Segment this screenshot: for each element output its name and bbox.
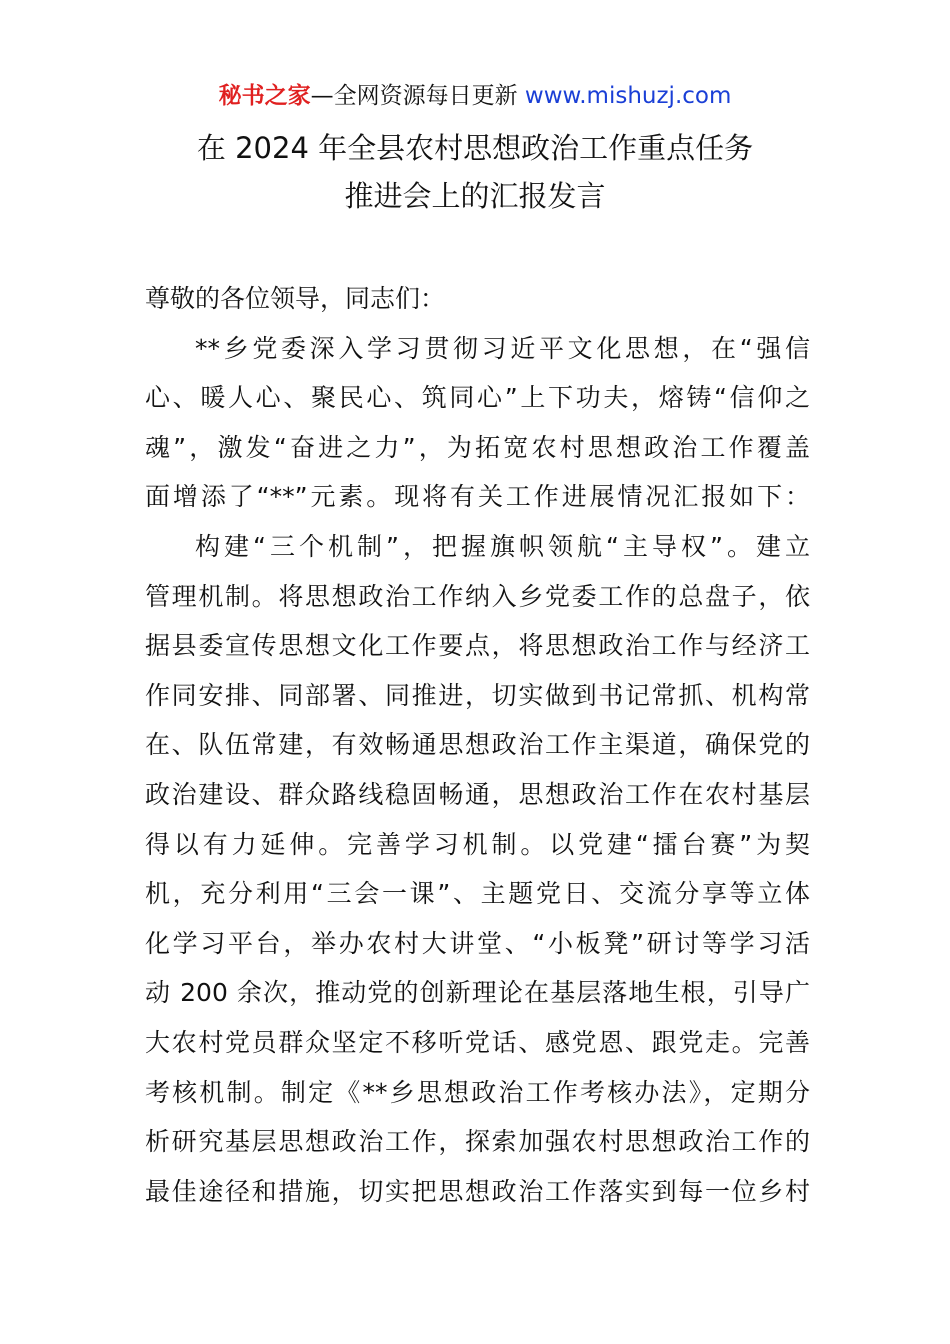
body-line: 面增添了“**”元素。现将有关工作进展情况汇报如下： [145,482,810,512]
body-line: 机，充分利用“三会一课”、主题党日、交流分享等立体 [145,879,810,909]
site-url-link[interactable]: www.mishuzj.com [524,83,732,109]
body-line: 管理机制。将思想政治工作纳入乡党委工作的总盘子，依 [145,581,810,611]
body-line: 化学习平台，举办农村大讲堂、“小板凳”研讨等学习活 [145,928,810,958]
salutation: 尊敬的各位领导，同志们： [145,284,446,313]
title-line-2: 推进会上的汇报发言 [344,179,606,213]
body-line: 构建“三个机制”，把握旗帜领航“主导权”。建立 [195,531,810,561]
body-line: 心、暖人心、聚民心、筑同心”上下功夫，熔铸“信仰之 [145,383,810,413]
body-line: 政治建设、群众路线稳固畅通，思想政治工作在农村基层 [145,779,810,809]
body-line: 析研究基层思想政治工作，探索加强农村思想政治工作的 [145,1127,810,1157]
body-line: 大农村党员群众坚定不移听党话、感党恩、跟党走。完善 [145,1027,810,1057]
title-line-1: 在 2024 年全县农村思想政治工作重点任务 [196,131,754,165]
body-line: 最佳途径和措施，切实把思想政治工作落实到每一位乡村 [145,1176,810,1206]
site-header [0,80,950,112]
document-title [0,124,950,220]
brand-name: 秘书之家 [218,83,311,109]
body-line: 得以有力延伸。完善学习机制。以党建“擂台赛”为契 [145,829,810,859]
header-dash: — [310,83,334,109]
body-line: 动 200 余次，推动党的创新理论在基层落地生根，引导广 [145,978,810,1008]
document-body [145,274,810,1216]
header-tagline: 全网资源每日更新 [333,83,518,109]
body-line: **乡党委深入学习贯彻习近平文化思想，在“强信 [195,333,810,363]
body-line: 据县委宣传思想文化工作要点，将思想政治工作与经济工 [145,631,810,661]
body-line: 魂”，激发“奋进之力”，为拓宽农村思想政治工作覆盖 [145,432,810,462]
body-line: 在、队伍常建，有效畅通思想政治工作主渠道，确保党的 [145,730,810,760]
body-line: 考核机制。制定《**乡思想政治工作考核办法》，定期分 [145,1077,810,1107]
body-line: 作同安排、同部署、同推进，切实做到书记常抓、机构常 [145,680,810,710]
